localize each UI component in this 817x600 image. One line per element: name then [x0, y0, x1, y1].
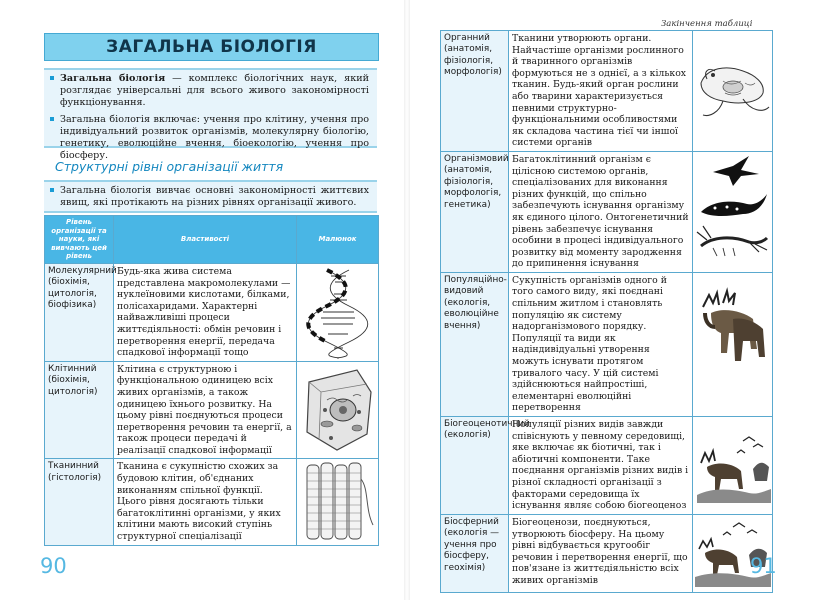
animal-cell-icon [297, 362, 379, 457]
properties-cell: Будь-яка жива система представлена макромолекулами — нуклеїновими кислотами, білками, полісахаридами. Характерні найважливіші процеси життєдіяльності: обмін речовин і перетворення енергії, передача спадкової інформації тощо [114, 263, 297, 361]
level-cell: Клітинний (біохімія, цитологія) [45, 361, 114, 459]
table-row-tissue [45, 459, 379, 545]
level-cell: Організмовий (анатомія, фізіологія, морфологія, генетика) [441, 151, 509, 272]
table-row-biogeocenotic [441, 417, 773, 515]
properties-cell: Клітина є структурною і функціональною одиницею всіх живих організмів, а також одиницею їхнього розвитку. На цьому рівні поєднуються процеси перетворення речовин та енергії, а також процеси передачі й реалізації спадкової інформації [114, 361, 297, 459]
page-number: 90 [40, 554, 67, 578]
bullet-icon [50, 117, 54, 121]
level-cell: Популяційно-видовий (екологія, еволюційне вчення) [441, 272, 509, 416]
properties-cell: Біогеоценози, поєднуються, утворюють біосферу. На цьому рівні відбувається кругообіг речовин і перетворення енергії, що пов'язане із життєдіяльністю всіх живих організмів [509, 515, 693, 593]
swallow-salamander-crayfish-icon [693, 152, 773, 265]
properties-cell: Сукупність організмів одного й того самого виду, які поєднані спільним житлом і становлять популяцію як систему надорганізмового порядку. Популяції та види як надіндивідуальні утворення можуть існувати протягом тривалого часу. У цій системі здійснюються найпростіші, елементарні еволюційні перетворення [509, 272, 693, 416]
picture-cell [693, 417, 773, 515]
table-header-row [45, 216, 379, 264]
picture-cell [297, 459, 379, 545]
table-row-biosphere [441, 515, 773, 593]
level-cell: Тканинний (гістологія) [45, 459, 114, 545]
picture-cell [693, 272, 773, 416]
left-page [0, 0, 405, 600]
moose-and-birds-landscape-icon [693, 417, 773, 513]
table-row-cellular [45, 361, 379, 459]
table-row-population [441, 272, 773, 416]
picture-cell [693, 151, 773, 272]
table-row-organism [441, 151, 773, 272]
level-cell: Молекулярний (біохімія, цитологія, біофізика) [45, 263, 114, 361]
level-cell: Органний (анатомія, фізіологія, морфологія) [441, 31, 509, 152]
picture-cell [297, 263, 379, 361]
table-row-molecular [45, 263, 379, 361]
properties-cell: Популяції різних видів завжди співіснують у певному середовищі, яке включає як біотичні, так і абіотичні компоненти. Таке поєднання організмів різних видів і різної складності організації з факторами середовища їх існування являє собою біогеоценоз [509, 417, 693, 515]
properties-cell: Багатоклітинний організм є цілісною системою органів, спеціалізованих для виконання різних функцій, що спільно забезпечують існування організму як єдиного цілого. Онтогенетичний рівень забезпечує існування особини в процесі індивідуального розвитку від моменту зародження до припинення існування [509, 151, 693, 272]
header-properties: Властивості [114, 216, 297, 264]
frog-anatomy-icon [693, 31, 773, 142]
muscle-tissue-icon [297, 459, 379, 542]
level-cell: Біосферний (екологія — учення про біосферу, геохімія) [441, 515, 509, 593]
level-cell: Біогеоценотичний (екологія) [441, 417, 509, 515]
properties-cell: Тканина є сукупністю схожих за будовою клітин, об'єднаних виконанням спільної функції. Цього рівня досягають тільки багатоклітинні організми, у яких клітини мають високий ступінь структурної спеціалізації [114, 459, 297, 545]
bullet-icon [50, 76, 54, 80]
picture-cell [297, 361, 379, 459]
bullet-icon [50, 188, 54, 192]
header-level: Рівень організації та науки, які вивчають цей рівень [45, 216, 114, 264]
intro-term: Загальна біологія [60, 73, 166, 84]
biosphere-wildlife-icon [693, 515, 773, 591]
levels-table-right [440, 30, 773, 593]
dna-double-helix-icon [297, 264, 379, 359]
table-row-organ [441, 31, 773, 152]
table-continuation-label: Закінчення таблиці [661, 19, 753, 29]
properties-cell: Тканини утворюють органи. Найчастіше організми рослинного й тваринного організмів формуються не з однієї, а з кількох тканин. Будь-який орган рослини або тварини характеризується певними структурно-функціональними особливостями як складова частина тієї чи іншої системи органів [509, 31, 693, 152]
section-note-box [44, 180, 377, 213]
intro-box [44, 68, 377, 162]
section-note-text: Загальна біологія вивчає основні закономірності життєвих явищ, які протікають на різних рівнях організації живого. [60, 185, 369, 209]
section-note [60, 185, 369, 209]
header-picture: Малюнок [297, 216, 379, 264]
moose-population-icon [693, 273, 773, 384]
intro-scope-text: Загальна біологія включає: учення про клітину, учення про індивідуальний розвиток організмів, молекулярну біологію, генетику, еволюційне вчення, біоекологію, учення про біосферу. [60, 113, 369, 162]
levels-table-left [44, 215, 379, 546]
page-number: 91 [750, 554, 777, 578]
intro-paragraph-1 [60, 73, 369, 110]
intro-paragraph-2 [60, 114, 369, 163]
chapter-title: ЗАГАЛЬНА БІОЛОГІЯ [44, 33, 379, 61]
picture-cell [693, 31, 773, 152]
intro-definition: — комплекс біологічних наук, який розглядає універсальні для всього живого закономірності функціонування. [60, 73, 369, 109]
section-heading: Структурні рівні організації життя [55, 159, 284, 174]
